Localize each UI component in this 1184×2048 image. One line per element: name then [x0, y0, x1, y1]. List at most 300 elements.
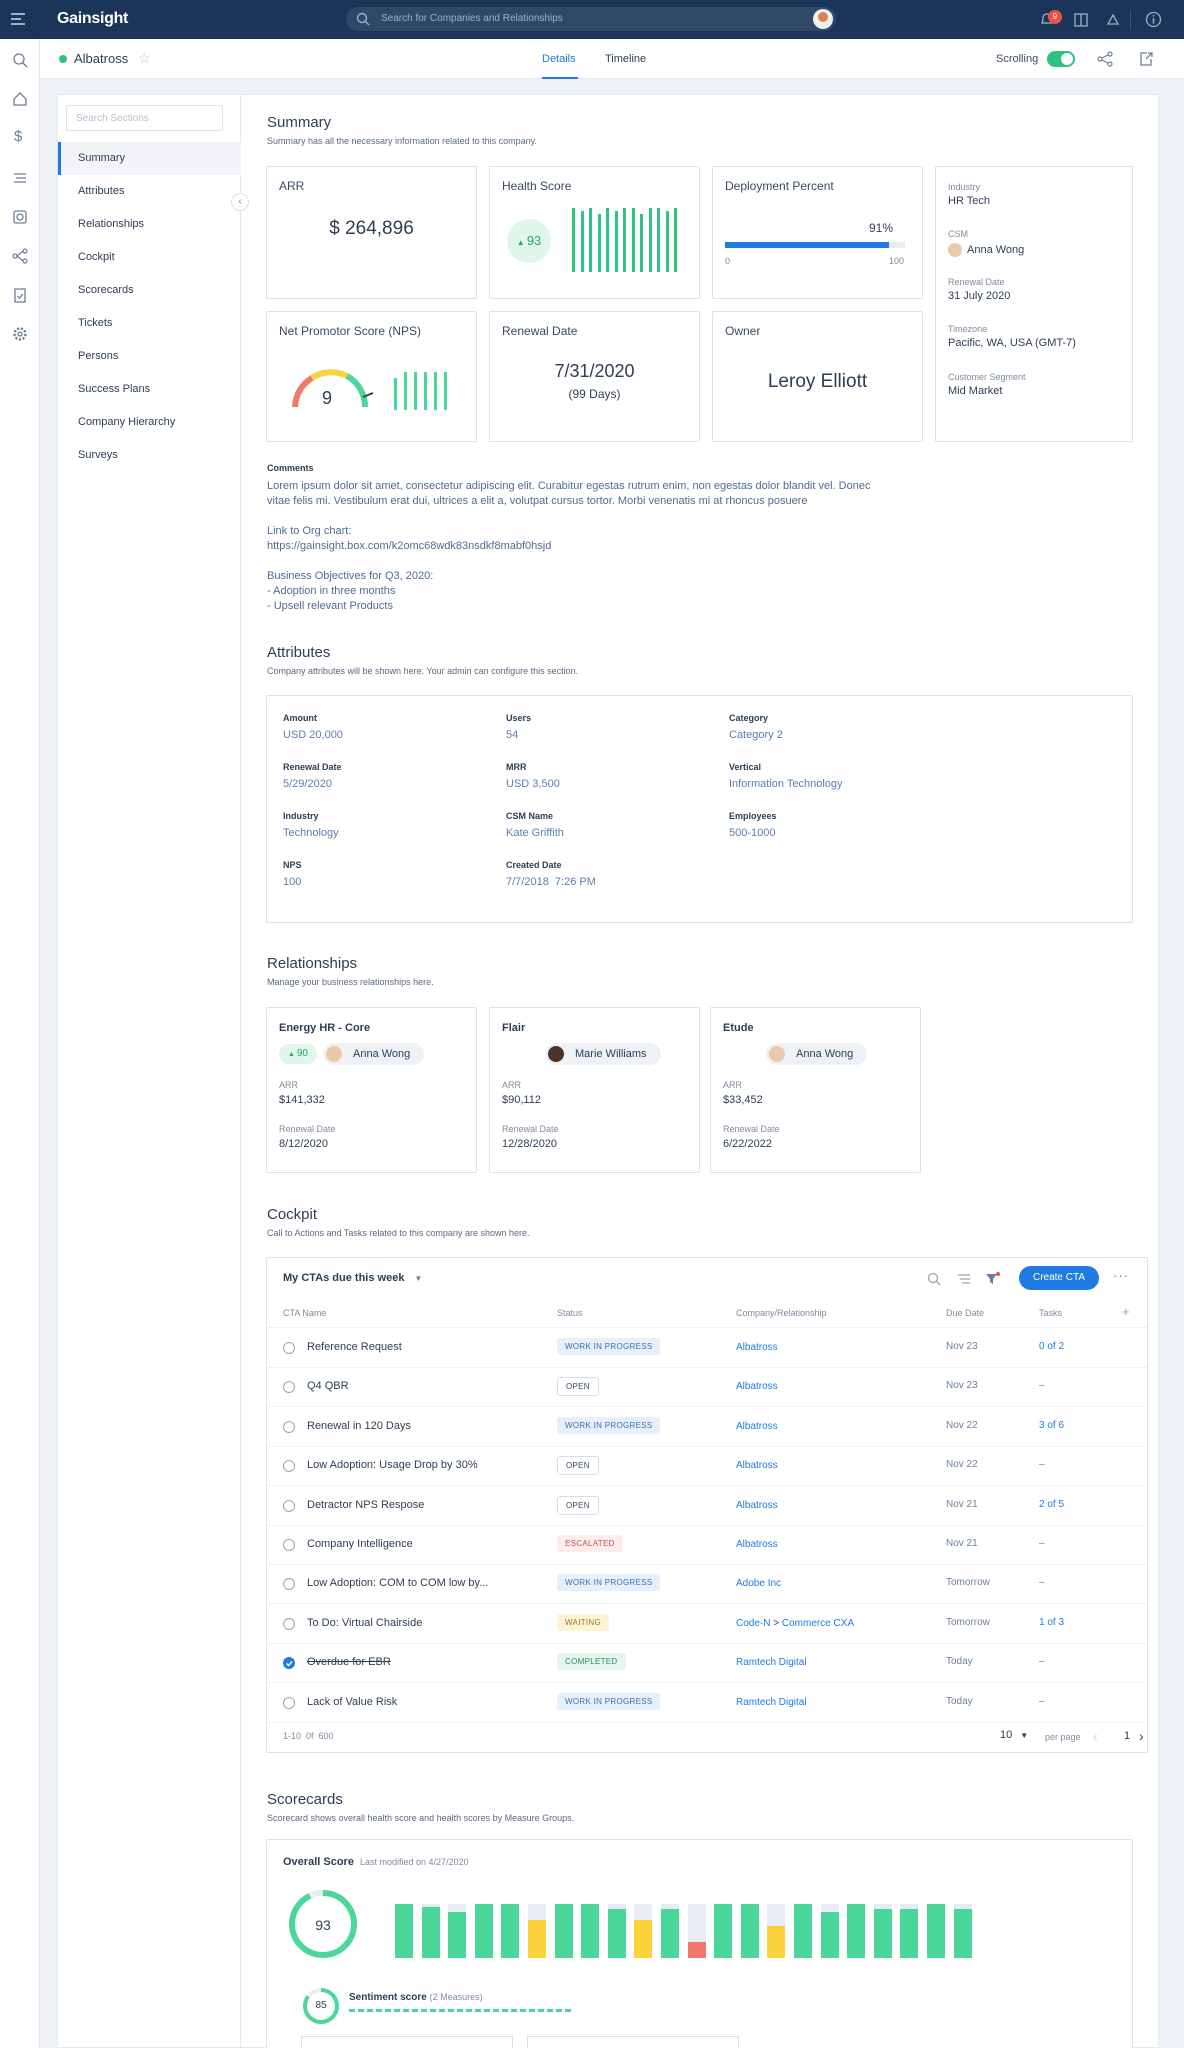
- table-row[interactable]: [267, 1604, 1147, 1644]
- tab-details-underline: [542, 77, 578, 79]
- nps-trend-bars: [394, 370, 454, 410]
- tasks-count[interactable]: 0 of 2: [1039, 1341, 1065, 1352]
- status-dot: [59, 55, 67, 63]
- info-icon[interactable]: [1145, 11, 1162, 28]
- sentiment-value: 85: [315, 2000, 327, 2011]
- hierarchy-icon[interactable]: [12, 248, 28, 264]
- cta-name[interactable]: Low Adoption: COM to COM low by...: [307, 1577, 489, 1590]
- gauge-icon[interactable]: [12, 209, 28, 225]
- section-relationships[interactable]: Relationships: [78, 218, 145, 230]
- arr-card: [266, 166, 477, 299]
- tab-details[interactable]: Details: [542, 53, 576, 65]
- score-bar[interactable]: [634, 1920, 652, 1958]
- comment-link[interactable]: https://gainsight.box.com/k2omc68wdk83nsdkf8mabf0hsjd: [267, 540, 552, 552]
- relationship-score: [279, 1044, 317, 1064]
- column-header[interactable]: Due Date: [946, 1308, 985, 1318]
- attr-value: 54: [506, 729, 519, 741]
- table-row[interactable]: [267, 1367, 1147, 1407]
- comment-line: - Adoption in three months: [267, 585, 396, 597]
- tasks-count[interactable]: 3 of 6: [1039, 1419, 1065, 1431]
- sentiment-label[interactable]: [349, 1992, 483, 2003]
- arr-value: $90,112: [502, 1094, 541, 1106]
- cta-name[interactable]: Q4 QBR: [307, 1380, 349, 1393]
- score-bar[interactable]: [741, 1904, 759, 1958]
- attributes-title: Attributes: [267, 644, 331, 661]
- summary-subtitle: Summary has all the necessary information related to this company.: [267, 136, 537, 146]
- company-cell: [736, 1459, 778, 1471]
- scrolling-toggle[interactable]: [1047, 51, 1075, 67]
- next-page-icon[interactable]: ›: [1139, 1728, 1144, 1744]
- health-bar: [572, 208, 575, 272]
- relationship-card[interactable]: [266, 1007, 477, 1173]
- score-bar-track: [448, 1904, 466, 1958]
- score-bars: [395, 1904, 975, 1958]
- due-date: Today: [946, 1656, 973, 1668]
- table-header: [267, 1296, 1147, 1328]
- attr-value: Technology: [283, 827, 339, 839]
- score-bar-track: [581, 1904, 599, 1958]
- table-row[interactable]: [267, 1486, 1147, 1526]
- renewal-value: 8/12/2020: [279, 1138, 328, 1150]
- comment-line: vitae felis mi. Vestibulum erat dui, ultrices a elit a, volutpat cursus tortor. Morbi venenatis mi at rhoncus posuere: [267, 495, 808, 507]
- cta-name[interactable]: Renewal in 120 Days: [307, 1419, 411, 1432]
- cockpit-title: Cockpit: [267, 1206, 318, 1223]
- attr-label: NPS: [283, 860, 302, 870]
- cta-name[interactable]: Reference Request: [307, 1341, 402, 1353]
- dollar-icon[interactable]: $: [14, 128, 23, 145]
- status-badge: OPEN: [557, 1377, 599, 1396]
- column-header[interactable]: Company/Relationship: [736, 1308, 827, 1318]
- overall-score-label: Overall Score: [283, 1856, 354, 1868]
- up-arrow-icon: ▲: [288, 1051, 297, 1058]
- score-bar[interactable]: [688, 1942, 706, 1958]
- relationships-title: Relationships: [267, 955, 358, 972]
- section-tickets[interactable]: Tickets: [78, 317, 113, 329]
- search-icon[interactable]: [927, 1272, 941, 1286]
- health-score-pill: [507, 219, 551, 263]
- renewal-value: 12/28/2020: [502, 1138, 558, 1150]
- table-row[interactable]: [267, 1407, 1147, 1447]
- health-score-label: Health Score: [502, 179, 572, 193]
- attr-label: CSM Name: [506, 811, 554, 821]
- info-csm-label: CSM: [948, 229, 968, 239]
- score-bar[interactable]: [501, 1904, 519, 1958]
- comment-line: [267, 554, 967, 569]
- measure-card: [301, 2036, 513, 2048]
- info-industry-label: Industry: [948, 182, 981, 192]
- chevron-down-icon: ▼: [414, 1274, 423, 1283]
- checked-circle-icon[interactable]: [283, 1657, 295, 1669]
- table-row[interactable]: [267, 1683, 1147, 1723]
- company-link[interactable]: Ramtech Digital: [736, 1696, 807, 1708]
- person-name: Marie Williams: [575, 1048, 647, 1060]
- due-date: Tomorrow: [946, 1577, 990, 1589]
- radio-circle-icon[interactable]: [283, 1697, 295, 1709]
- due-date: Nov 21: [946, 1538, 978, 1549]
- user-avatar[interactable]: [813, 9, 833, 29]
- score-bar-track: [634, 1904, 652, 1958]
- score-bar[interactable]: [927, 1904, 945, 1958]
- left-nav: [0, 39, 40, 2048]
- last-modified: Last modified on 4/27/2020: [360, 1857, 469, 1867]
- status-badge: ESCALATED: [557, 1535, 623, 1552]
- column-header[interactable]: Tasks: [1039, 1308, 1063, 1318]
- health-bar: [640, 214, 643, 272]
- nps-bar: [394, 378, 397, 410]
- attr-label: Employees: [729, 811, 777, 821]
- arr-value: $ 264,896: [329, 218, 414, 239]
- renewal-value: 6/22/2022: [723, 1138, 772, 1150]
- star-icon[interactable]: ☆: [138, 50, 151, 66]
- per-page-select[interactable]: [1000, 1729, 1028, 1741]
- filter-icon[interactable]: [985, 1271, 1001, 1287]
- score-bar-track: [422, 1904, 440, 1958]
- home-icon[interactable]: [12, 91, 28, 107]
- avatar: [326, 1046, 342, 1062]
- search-placeholder: Search for Companies and Relationships: [381, 13, 563, 24]
- deployment-card: [712, 166, 923, 299]
- arr-value: $141,332: [279, 1094, 325, 1106]
- person-chip[interactable]: [766, 1043, 867, 1065]
- avatar: [548, 1046, 564, 1062]
- score-bar[interactable]: [422, 1907, 440, 1958]
- score-bar[interactable]: [714, 1904, 732, 1958]
- cta-name[interactable]: Detractor NPS Respose: [307, 1498, 425, 1511]
- score-bar-track: [741, 1904, 759, 1958]
- score-bar[interactable]: [900, 1909, 918, 1958]
- health-bar: [598, 214, 601, 272]
- score-bar[interactable]: [608, 1909, 626, 1958]
- tasks-count: –: [1039, 1459, 1045, 1471]
- tasks-count: –: [1039, 1577, 1045, 1589]
- column-header[interactable]: CTA Name: [283, 1308, 327, 1318]
- table-row[interactable]: [267, 1643, 1147, 1683]
- person-chip[interactable]: [323, 1043, 424, 1065]
- owner-card: [712, 311, 923, 442]
- add-column-icon[interactable]: +: [1122, 1304, 1130, 1319]
- cta-filter-label: My CTAs due this week: [283, 1272, 405, 1284]
- attributes-subtitle: Company attributes will be shown here. Your admin can configure this section.: [267, 666, 579, 676]
- health-bar: [623, 208, 626, 272]
- owner-label: Owner: [725, 324, 761, 338]
- radio-circle-icon[interactable]: [283, 1618, 295, 1630]
- section-persons[interactable]: Persons: [78, 350, 119, 362]
- due-date: Tomorrow: [946, 1616, 990, 1628]
- company-cell: [736, 1538, 778, 1550]
- company-link[interactable]: Albatross: [736, 1381, 778, 1393]
- cta-table: [266, 1257, 1148, 1753]
- radio-circle-icon[interactable]: [283, 1342, 295, 1354]
- info-csm-value: Anna Wong: [967, 244, 1025, 256]
- tasks-count[interactable]: 1 of 3: [1039, 1616, 1065, 1628]
- cta-name[interactable]: To Do: Virtual Chairside: [307, 1616, 423, 1629]
- relationship-link[interactable]: Commerce CXA: [781, 1617, 855, 1629]
- attr-value: 7/7/2018 7:26 PM: [506, 876, 596, 888]
- renewal-label: Renewal Date: [723, 1124, 780, 1134]
- section-success-plans[interactable]: Success Plans: [78, 383, 151, 395]
- due-date: Nov 23: [946, 1380, 978, 1392]
- table-row[interactable]: [267, 1328, 1147, 1368]
- health-bar: [649, 208, 652, 272]
- pagination-range: 1-10 0f 600: [283, 1731, 334, 1741]
- score-bar[interactable]: [395, 1904, 413, 1958]
- person-chip[interactable]: [545, 1043, 661, 1065]
- status-badge: WORK IN PROGRESS: [557, 1574, 660, 1591]
- company-cell: [736, 1696, 807, 1708]
- radio-circle-icon[interactable]: [283, 1421, 295, 1433]
- status-badge: OPEN: [557, 1496, 599, 1515]
- company-cell: [736, 1380, 778, 1392]
- info-timezone-value: Pacific, WA, USA (GMT-7): [948, 337, 1076, 349]
- sentiment-measures: (2 Measures): [429, 1992, 483, 2002]
- company-link[interactable]: Albatross: [736, 1539, 778, 1550]
- score-bar[interactable]: [581, 1904, 599, 1958]
- avatar: [769, 1046, 785, 1062]
- section-attributes[interactable]: Attributes: [78, 185, 125, 197]
- score-bar[interactable]: [821, 1912, 839, 1958]
- health-score-card: [489, 166, 700, 299]
- tasks-count: –: [1039, 1656, 1045, 1668]
- comments-text: [267, 479, 967, 614]
- comment-line: [267, 509, 967, 524]
- current-page: 1: [1124, 1730, 1131, 1742]
- score-bar-track: [501, 1904, 519, 1958]
- company-link[interactable]: Code-N: [736, 1617, 771, 1629]
- score-bar-track: [555, 1904, 573, 1958]
- info-renewal-label: Renewal Date: [948, 277, 1005, 287]
- deployment-track: [725, 242, 905, 248]
- nps-bar: [434, 372, 437, 410]
- company-cell: [736, 1420, 778, 1432]
- attr-value: USD 3,500: [506, 778, 560, 790]
- search-icon: [356, 12, 370, 26]
- score-bar[interactable]: [794, 1904, 812, 1958]
- score-bar-track: [395, 1904, 413, 1958]
- section-search[interactable]: [66, 105, 223, 131]
- renewal-label: Renewal Date: [279, 1124, 336, 1134]
- company-navbar: [40, 39, 1184, 79]
- attr-label: Users: [506, 713, 532, 723]
- breadcrumb-separator: >: [770, 1617, 782, 1629]
- radio-circle-icon[interactable]: [283, 1578, 295, 1590]
- recycle-icon[interactable]: [1105, 12, 1121, 28]
- export-icon[interactable]: [1138, 51, 1154, 67]
- health-bar: [632, 208, 635, 272]
- tasks-count: –: [1039, 1695, 1045, 1707]
- status-badge: OPEN: [557, 1456, 599, 1475]
- score-bar-track: [927, 1904, 945, 1958]
- section-search-placeholder: Search Sections: [76, 113, 149, 124]
- score-bar-track: [608, 1904, 626, 1958]
- health-bar: [657, 208, 660, 272]
- attributes-card: [266, 695, 1133, 923]
- company-cell: [736, 1617, 854, 1629]
- nps-card: [266, 311, 477, 442]
- tab-timeline[interactable]: Timeline: [605, 53, 647, 65]
- collapse-button[interactable]: ‹: [231, 193, 249, 211]
- deployment-min: 0: [725, 256, 731, 266]
- table-row[interactable]: [267, 1446, 1147, 1486]
- top-bar: [0, 0, 1184, 39]
- chevron-down-icon: ▼: [1020, 1731, 1029, 1740]
- health-bar: [615, 211, 618, 272]
- info-segment-value: Mid Market: [948, 385, 1003, 397]
- company-link[interactable]: Albatross: [736, 1342, 778, 1353]
- attr-label: Amount: [283, 713, 317, 723]
- radio-circle-icon[interactable]: [283, 1500, 295, 1512]
- relationship-name: Energy HR - Core: [279, 1022, 371, 1034]
- cta-filter-dropdown[interactable]: [283, 1272, 422, 1284]
- info-card: [935, 166, 1133, 442]
- deployment-max: 100: [889, 256, 905, 266]
- create-cta-button[interactable]: Create CTA: [1019, 1266, 1099, 1290]
- score-bar[interactable]: [874, 1909, 892, 1958]
- radio-circle-icon[interactable]: [283, 1460, 295, 1472]
- scorecard-card: [266, 1839, 1133, 2048]
- renewal-value: 7/31/2020: [554, 361, 635, 381]
- arr-label: ARR: [502, 1080, 522, 1090]
- cta-name[interactable]: Company Intelligence: [307, 1538, 413, 1550]
- arr-label: ARR: [279, 179, 305, 193]
- due-date: Today: [946, 1695, 973, 1707]
- score-bar-track: [954, 1904, 972, 1958]
- status-badge: WAITING: [557, 1614, 609, 1631]
- scorecards-title: Scorecards: [267, 1791, 343, 1808]
- section-cockpit[interactable]: Cockpit: [78, 251, 115, 263]
- nps-bar: [414, 372, 417, 410]
- deployment-value: 91%: [869, 221, 894, 235]
- search-icon[interactable]: [12, 52, 28, 68]
- sort-icon[interactable]: [957, 1272, 971, 1286]
- status-badge: WORK IN PROGRESS: [557, 1417, 660, 1434]
- score-bar-track: [528, 1904, 546, 1958]
- up-arrow-icon: ▲: [516, 238, 527, 247]
- company-link[interactable]: Albatross: [736, 1460, 778, 1472]
- divider: [1130, 10, 1131, 30]
- company-cell: [736, 1499, 778, 1511]
- score-bar-track: [847, 1904, 865, 1958]
- health-bar: [581, 211, 584, 272]
- attr-value: Category 2: [729, 729, 783, 741]
- score-bar[interactable]: [661, 1909, 679, 1958]
- clipboard-icon[interactable]: [12, 287, 28, 303]
- relationships-subtitle: Manage your business relationships here.: [267, 977, 434, 987]
- renewal-label: Renewal Date: [502, 324, 578, 338]
- arr-value: $33,452: [723, 1094, 763, 1106]
- brand-logo[interactable]: Gainsight: [57, 10, 129, 27]
- attr-label: Vertical: [729, 762, 762, 772]
- timeline-icon[interactable]: [12, 170, 28, 186]
- nps-bar: [444, 372, 447, 410]
- cta-name[interactable]: Low Adoption: Usage Drop by 30%: [307, 1459, 478, 1472]
- section-summary[interactable]: Summary: [58, 142, 241, 175]
- comment-line: - Upsell relevant Products: [267, 600, 393, 612]
- score-bar[interactable]: [767, 1926, 785, 1958]
- cta-name[interactable]: Overdue for EBR: [307, 1656, 391, 1669]
- relationship-card[interactable]: [489, 1007, 700, 1173]
- radio-circle-icon[interactable]: [283, 1381, 295, 1393]
- tasks-count[interactable]: 2 of 5: [1039, 1498, 1065, 1510]
- info-segment-label: Customer Segment: [948, 372, 1026, 382]
- radio-circle-icon[interactable]: [283, 1539, 295, 1551]
- score-bar[interactable]: [475, 1904, 493, 1958]
- score-bar-track: [821, 1904, 839, 1958]
- global-search[interactable]: [346, 7, 836, 31]
- score-bar-track: [767, 1904, 785, 1958]
- relationship-card[interactable]: [710, 1007, 921, 1173]
- table-row[interactable]: [267, 1564, 1147, 1604]
- score-bar[interactable]: [954, 1909, 972, 1958]
- content-panel: [57, 94, 1159, 2048]
- comments-label: Comments: [267, 463, 314, 473]
- section-scorecards[interactable]: Scorecards: [78, 284, 134, 296]
- health-bar: [589, 208, 592, 272]
- overall-score-value: 93: [315, 1917, 331, 1933]
- nps-value: 9: [322, 388, 333, 408]
- nps-bar: [404, 372, 407, 410]
- nps-bar: [424, 372, 427, 410]
- company-link[interactable]: Ramtech Digital: [736, 1657, 807, 1669]
- pagination: [267, 1722, 1147, 1752]
- share-icon[interactable]: [1097, 51, 1113, 67]
- column-header[interactable]: Status: [557, 1308, 583, 1318]
- due-date: Nov 22: [946, 1459, 978, 1471]
- tasks-count: –: [1039, 1380, 1045, 1392]
- health-bar: [666, 211, 669, 272]
- score-bar-track: [900, 1904, 918, 1958]
- per-page-label: per page: [1045, 1732, 1081, 1742]
- arr-label: ARR: [723, 1080, 743, 1090]
- relationship-name: Flair: [502, 1022, 526, 1034]
- table-row[interactable]: [267, 1525, 1147, 1565]
- person-name: Anna Wong: [796, 1048, 854, 1060]
- gear-icon[interactable]: [12, 326, 28, 342]
- menu-icon[interactable]: [11, 13, 25, 25]
- cta-name[interactable]: Lack of Value Risk: [307, 1695, 398, 1708]
- prev-page-icon[interactable]: ‹: [1093, 1728, 1098, 1744]
- score-bar[interactable]: [555, 1904, 573, 1958]
- section-company-hierarchy[interactable]: Company Hierarchy: [78, 416, 176, 428]
- renewal-label: Renewal Date: [502, 1124, 559, 1134]
- company-link[interactable]: Albatross: [736, 1499, 778, 1511]
- cockpit-subtitle: Call to Actions and Tasks related to this company are shown here.: [267, 1228, 530, 1238]
- status-badge: WORK IN PROGRESS: [557, 1338, 660, 1355]
- company-link[interactable]: Albatross: [736, 1420, 778, 1432]
- attr-value: Information Technology: [729, 778, 843, 790]
- relationship-name: Etude: [723, 1022, 754, 1034]
- more-options-icon[interactable]: ···: [1113, 1268, 1129, 1283]
- company-cell: [736, 1341, 778, 1353]
- score-bar-track: [688, 1904, 706, 1958]
- score-bar[interactable]: [448, 1912, 466, 1958]
- comment-line: Lorem ipsum dolor sit amet, consectetur adipiscing elit. Curabitur egestas rutrum enim, non egestas dolor blandit vel. Donec: [267, 480, 871, 492]
- status-badge: WORK IN PROGRESS: [557, 1693, 660, 1710]
- attr-label: Renewal Date: [283, 762, 342, 772]
- health-bar: [674, 208, 677, 272]
- section-surveys[interactable]: Surveys: [78, 449, 118, 461]
- attr-value: 500-1000: [729, 827, 776, 839]
- measure-card: [527, 2036, 739, 2048]
- relationship-score-value: 90: [296, 1048, 308, 1059]
- score-bar[interactable]: [528, 1920, 546, 1958]
- arr-label: ARR: [279, 1080, 299, 1090]
- book-icon[interactable]: [1073, 12, 1089, 28]
- attr-value: Kate Griffith: [506, 827, 564, 839]
- score-bar[interactable]: [847, 1904, 865, 1958]
- attr-value: 100: [283, 876, 302, 888]
- company-link[interactable]: Adobe Inc: [736, 1578, 782, 1590]
- tasks-count: –: [1039, 1538, 1045, 1549]
